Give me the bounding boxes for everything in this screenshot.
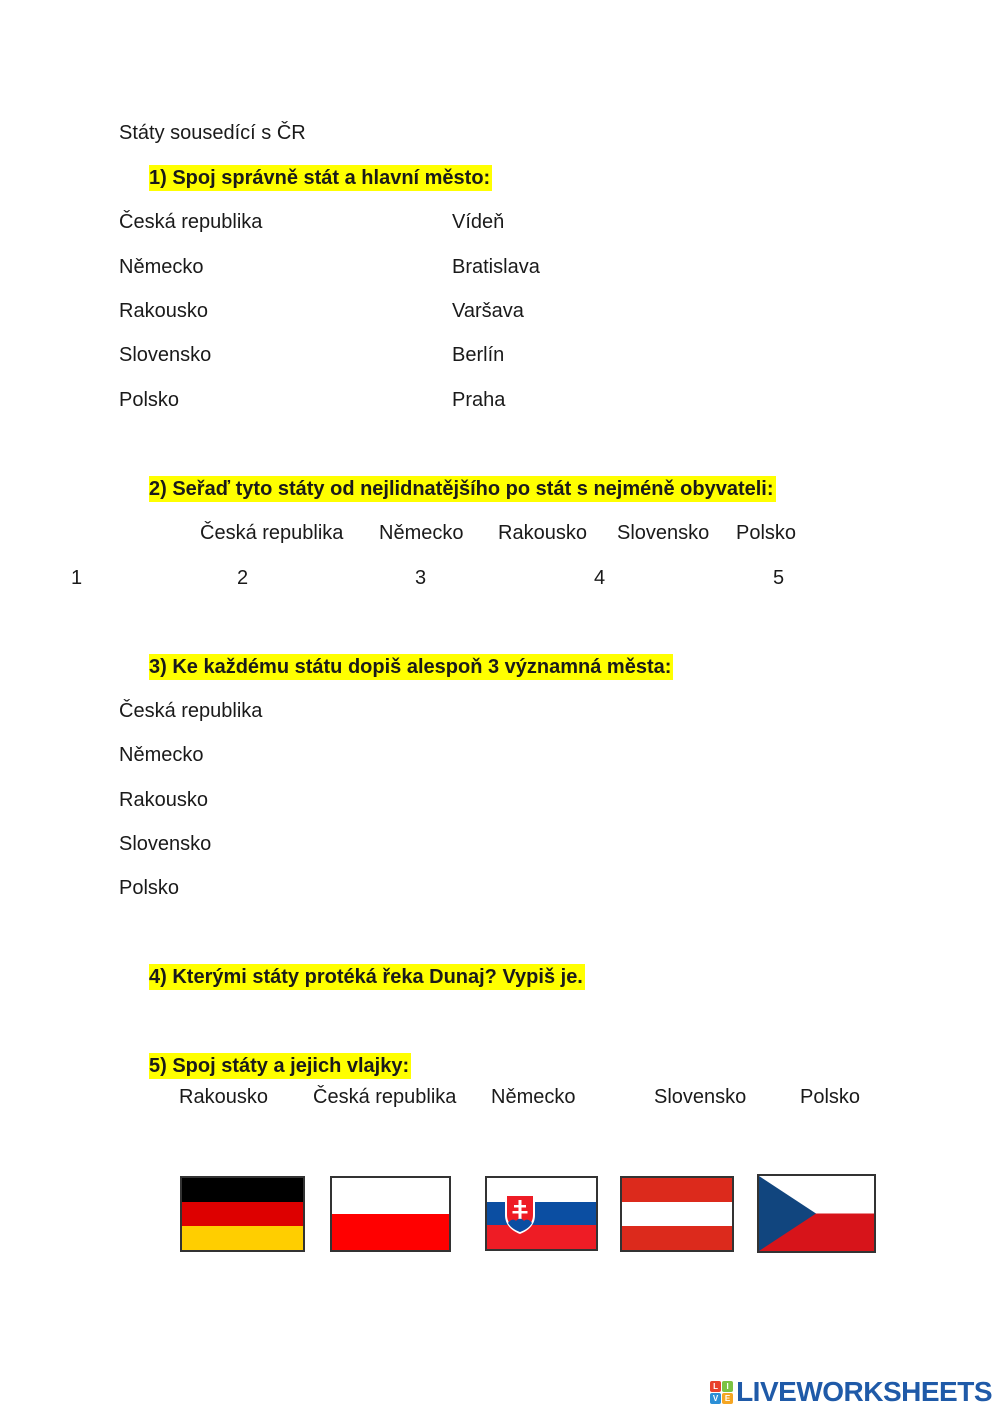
q2-state: Slovensko	[617, 522, 710, 544]
czech-flag	[757, 1174, 876, 1253]
q1-state: Česká republika	[119, 211, 263, 233]
question-4-heading: 4) Kterými státy protéká řeka Dunaj? Vypiš je.	[149, 966, 583, 988]
poland-flag	[330, 1176, 451, 1252]
liveworksheets-logo	[710, 1377, 992, 1407]
q3-state: Německo	[119, 744, 204, 766]
question-1-heading: 1) Spoj správně stát a hlavní město:	[149, 167, 491, 189]
question-3-heading: 3) Ke každému státu dopiš alespoň 3 významná města:	[149, 656, 672, 678]
q2-rank-number: 2	[237, 567, 249, 589]
question-5-heading: 5) Spoj státy a jejich vlajky:	[149, 1055, 410, 1077]
q5-state: Slovensko	[654, 1086, 747, 1108]
q1-state: Rakousko	[119, 300, 208, 322]
q5-state: Polsko	[800, 1086, 861, 1108]
q1-capital: Vídeň	[452, 211, 505, 233]
q1-state: Polsko	[119, 389, 180, 411]
q2-rank-number: 1	[71, 567, 83, 589]
q2-state: Česká republika	[200, 522, 344, 544]
q5-state: Rakousko	[179, 1086, 268, 1108]
q3-state: Polsko	[119, 877, 180, 899]
logo-text: LIVEWORKSHEETS	[736, 1376, 992, 1407]
q2-state: Rakousko	[498, 522, 587, 544]
q2-rank-number: 4	[594, 567, 606, 589]
austria-flag	[620, 1176, 734, 1252]
q3-state: Slovensko	[119, 833, 212, 855]
q1-capital: Bratislava	[452, 256, 540, 278]
q3-state: Rakousko	[119, 789, 208, 811]
q3-state: Česká republika	[119, 700, 263, 722]
page-title: Státy sousedící s ČR	[119, 122, 306, 144]
q5-state: Německo	[491, 1086, 576, 1108]
q1-capital: Berlín	[452, 344, 505, 366]
q2-state: Polsko	[736, 522, 797, 544]
slovakia-flag	[485, 1176, 598, 1251]
q1-state: Slovensko	[119, 344, 212, 366]
q1-capital: Varšava	[452, 300, 524, 322]
q5-state: Česká republika	[313, 1086, 457, 1108]
slovak-coat-of-arms-icon	[503, 1193, 537, 1235]
logo-blocks-icon: L I V E	[710, 1381, 733, 1404]
q2-state: Německo	[379, 522, 464, 544]
q2-rank-number: 3	[415, 567, 427, 589]
q1-capital: Praha	[452, 389, 506, 411]
germany-flag	[180, 1176, 305, 1252]
q2-rank-number: 5	[773, 567, 785, 589]
question-2-heading: 2) Seřaď tyto státy od nejlidnatějšího po stát s nejméně obyvateli:	[149, 478, 774, 500]
q1-state: Německo	[119, 256, 204, 278]
